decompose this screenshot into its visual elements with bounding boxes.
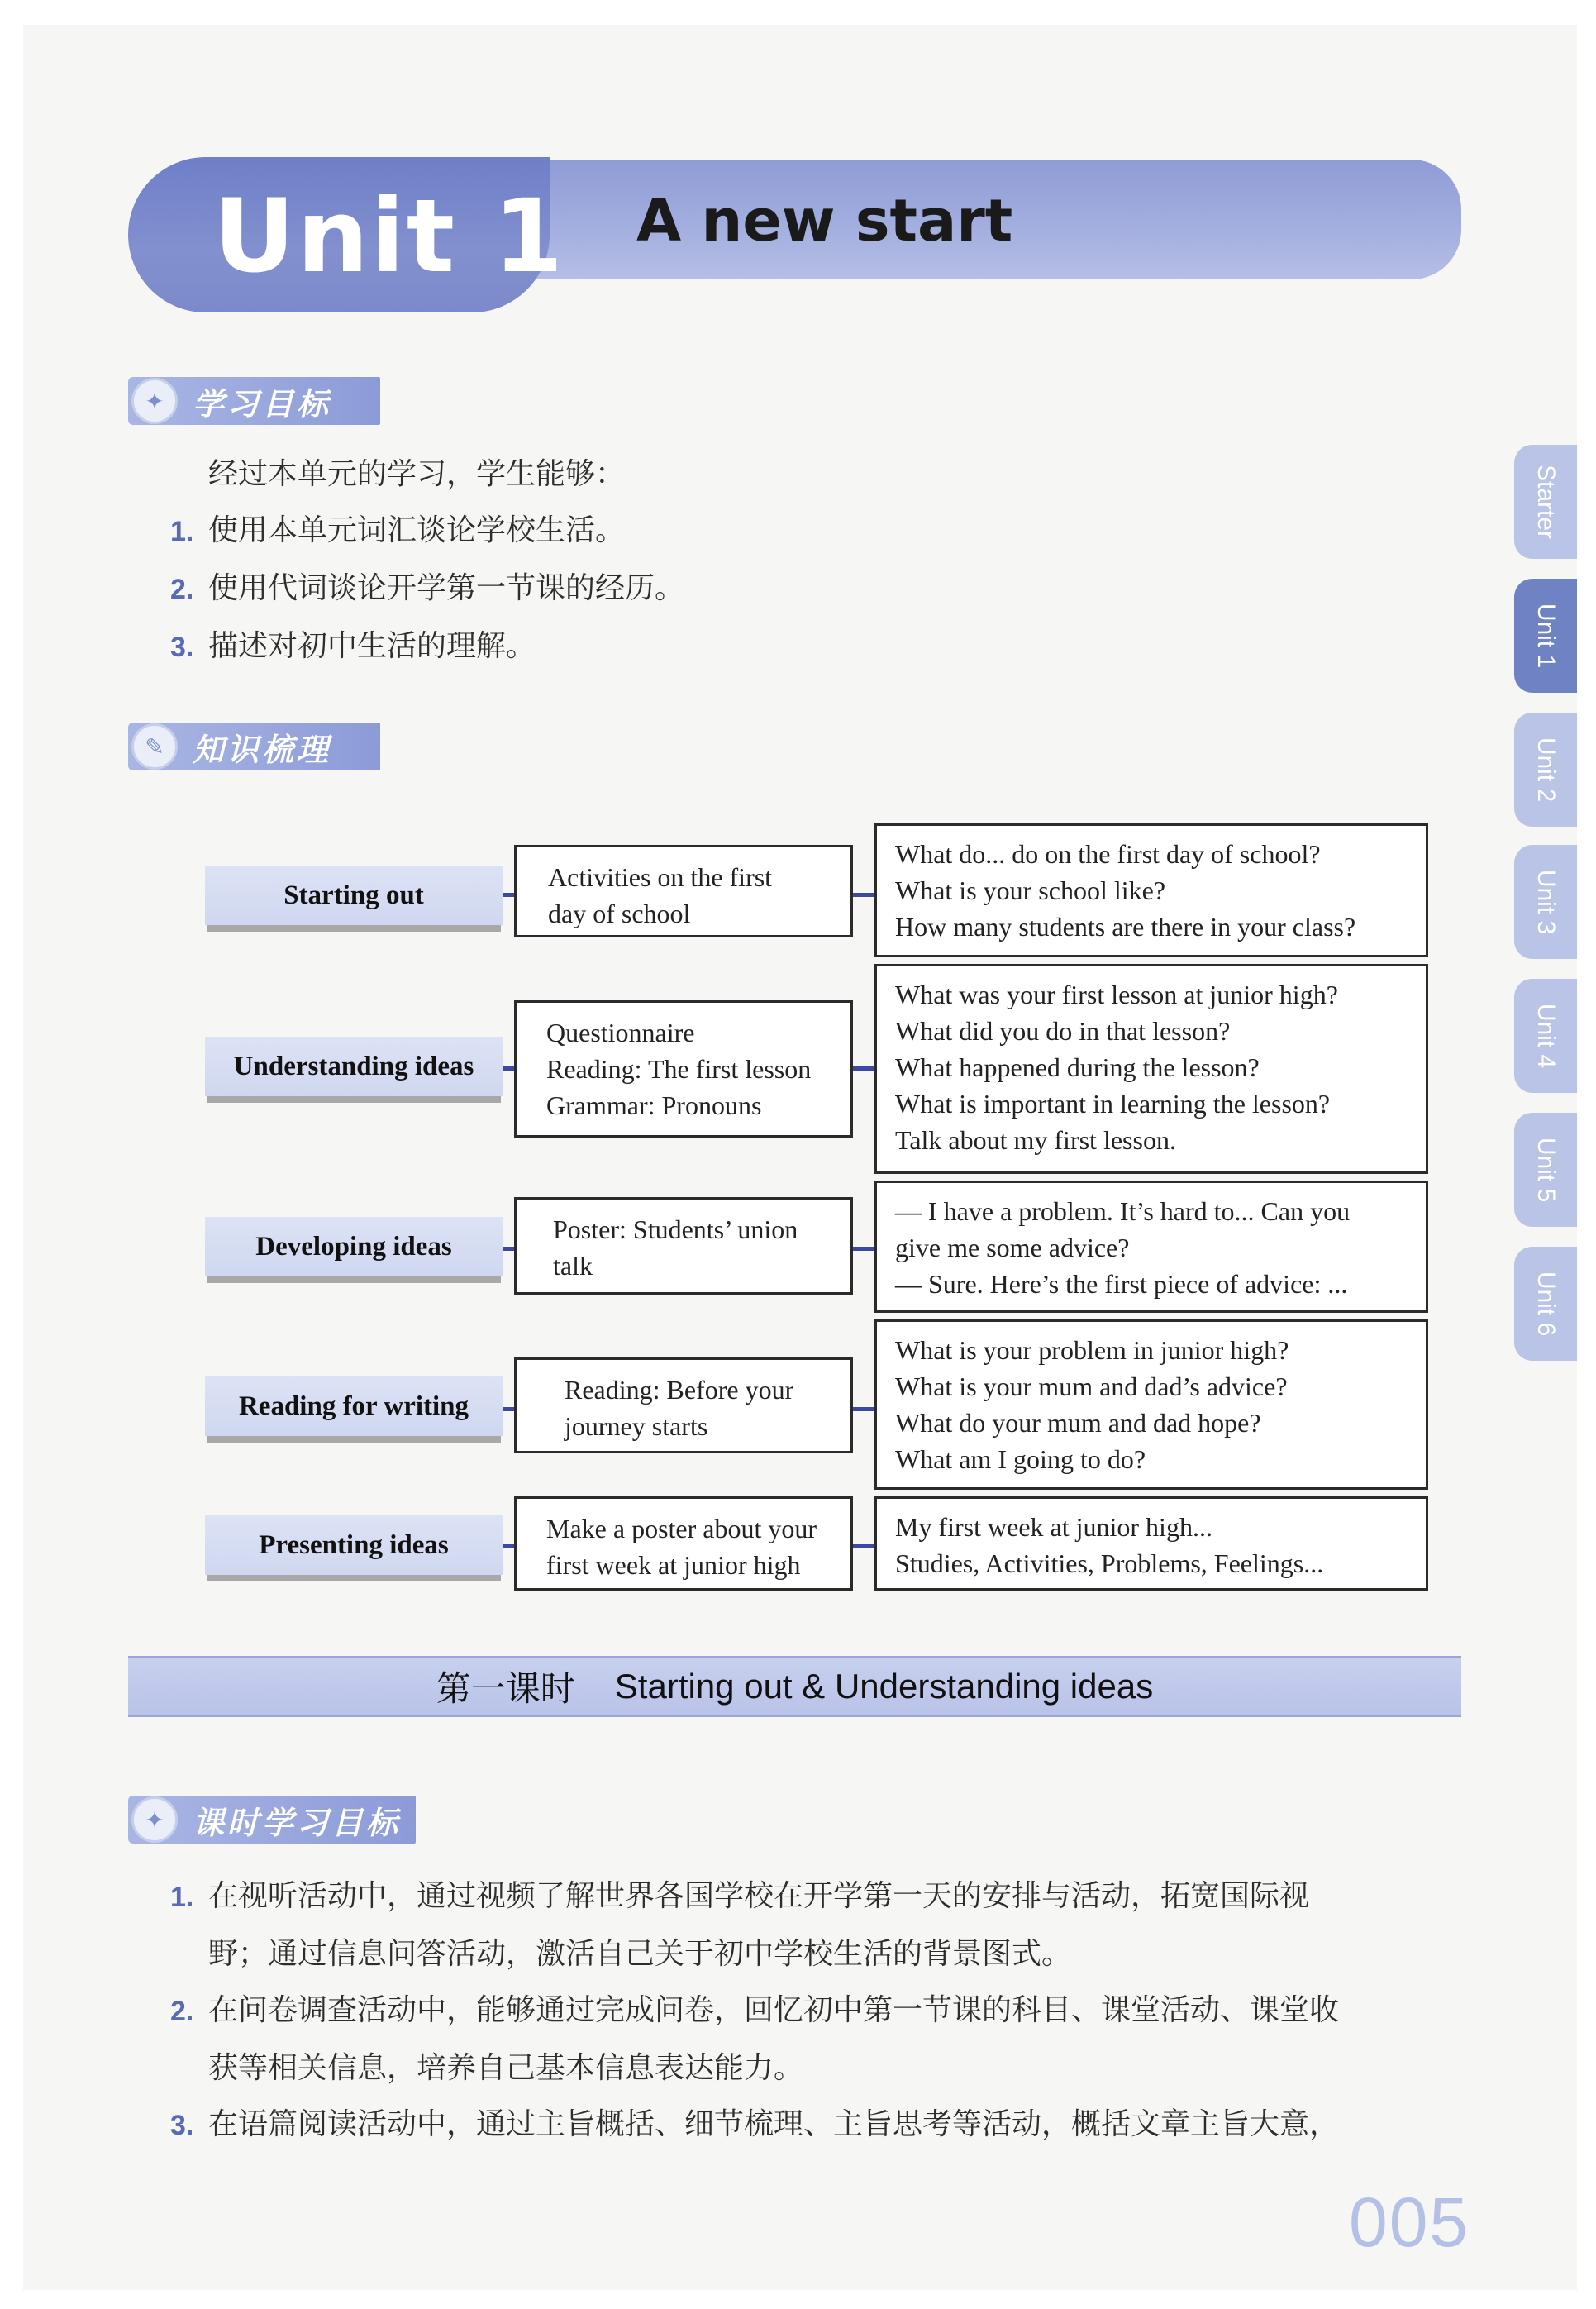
- lesson-number: 第一课时: [436, 1668, 575, 1709]
- mindmap-label-starting-out: Starting out: [205, 866, 503, 925]
- lightbulb-icon: ✦: [131, 378, 178, 424]
- lesson-objective-number: 3.: [170, 2110, 194, 2141]
- objectives-intro: 经过本单元的学习，学生能够：: [208, 457, 626, 491]
- mindmap-question-box: What was your first lesson at junior high? What did you do in that lesson? What happened during the lesson? What is important in learning the lesson? Talk about my first lesson.: [874, 964, 1428, 1174]
- mindmap-topic-box: Poster: Students’ union talk: [514, 1197, 853, 1295]
- unit-title: A new start: [636, 187, 1013, 255]
- side-tab-unit-2[interactable]: Unit 2: [1514, 713, 1577, 827]
- connector: [853, 1247, 874, 1251]
- objective-item: 使用代词谈论开学第一节课的经历。: [208, 571, 685, 605]
- mindmap-label-presenting-ideas: Presenting ideas: [205, 1515, 503, 1575]
- lesson-objective-line: 获等相关信息，培养自己基本信息表达能力。: [208, 2051, 804, 2085]
- connector: [853, 1407, 874, 1411]
- mindmap-question-box: — I have a problem. It’s hard to... Can you give me some advice? — Sure. Here’s the first piece of advice: ...: [874, 1181, 1428, 1313]
- notebook-icon: ✎: [131, 723, 178, 770]
- connector: [853, 893, 874, 897]
- mindmap-question-box: My first week at junior high... Studies, Activities, Problems, Feelings...: [874, 1496, 1428, 1591]
- mindmap-label-developing-ideas: Developing ideas: [205, 1217, 503, 1276]
- lesson-objective-line: 在语篇阅读活动中，通过主旨概括、细节梳理、主旨思考等活动，概括文章主旨大意，: [208, 2107, 1340, 2141]
- mindmap-topic-box: Make a poster about your first week at junior high: [514, 1496, 853, 1591]
- mindmap-label-understanding-ideas: Understanding ideas: [205, 1037, 503, 1096]
- connector: [853, 1544, 874, 1548]
- objective-item: 使用本单元词汇谈论学校生活。: [208, 513, 626, 547]
- objective-number: 3.: [170, 632, 194, 663]
- side-tab-unit-6[interactable]: Unit 6: [1514, 1247, 1577, 1361]
- lesson-title: Starting out & Understanding ideas: [614, 1667, 1154, 1706]
- lightbulb-icon: ✦: [131, 1796, 178, 1843]
- lesson-objective-number: 2.: [170, 1996, 194, 2027]
- side-tab-unit-3[interactable]: Unit 3: [1514, 845, 1577, 959]
- lesson-title-bar: [128, 1656, 1461, 1717]
- side-tab-starter[interactable]: Starter: [1514, 445, 1577, 559]
- objective-number: 1.: [170, 516, 194, 547]
- knowledge-heading: ✎ 知识梳理: [128, 723, 380, 770]
- lesson-objective-number: 1.: [170, 1882, 194, 1913]
- page-number: 005: [1349, 2183, 1470, 2261]
- mindmap-question-box: What is your problem in junior high? What is your mum and dad’s advice? What do your mum and dad hope? What am I going to do?: [874, 1319, 1428, 1490]
- side-tab-unit-5[interactable]: Unit 5: [1514, 1113, 1577, 1227]
- mindmap-topic-box: Reading: Before your journey starts: [514, 1357, 853, 1453]
- objectives-heading: ✦ 学习目标: [128, 377, 380, 425]
- side-tab-unit-4[interactable]: Unit 4: [1514, 979, 1577, 1093]
- mindmap-topic-box: Questionnaire Reading: The first lesson Grammar: Pronouns: [514, 1000, 853, 1138]
- lesson-objective-line: 野；通过信息问答活动，激活自己关于初中学校生活的背景图式。: [208, 1937, 1072, 1971]
- lesson-objective-line: 在问卷调查活动中，能够通过完成问卷，回忆初中第一节课的科目、课堂活动、课堂收: [208, 1993, 1340, 2027]
- lesson-objective-line: 在视听活动中，通过视频了解世界各国学校在开学第一天的安排与活动，拓宽国际视: [208, 1879, 1310, 1913]
- mindmap-topic-box: Activities on the first day of school: [514, 845, 853, 937]
- unit-label: Unit 1: [213, 178, 565, 295]
- side-tab-unit-1[interactable]: Unit 1: [1514, 579, 1577, 693]
- mindmap-question-box: What do... do on the first day of school? What is your school like? How many students are there in your class?: [874, 823, 1428, 957]
- lesson-objectives-heading: ✦ 课时学习目标: [128, 1796, 416, 1844]
- connector: [853, 1066, 874, 1071]
- objective-item: 描述对初中生活的理解。: [208, 629, 536, 663]
- mindmap-label-reading-for-writing: Reading for writing: [205, 1376, 503, 1436]
- objective-number: 2.: [170, 574, 194, 605]
